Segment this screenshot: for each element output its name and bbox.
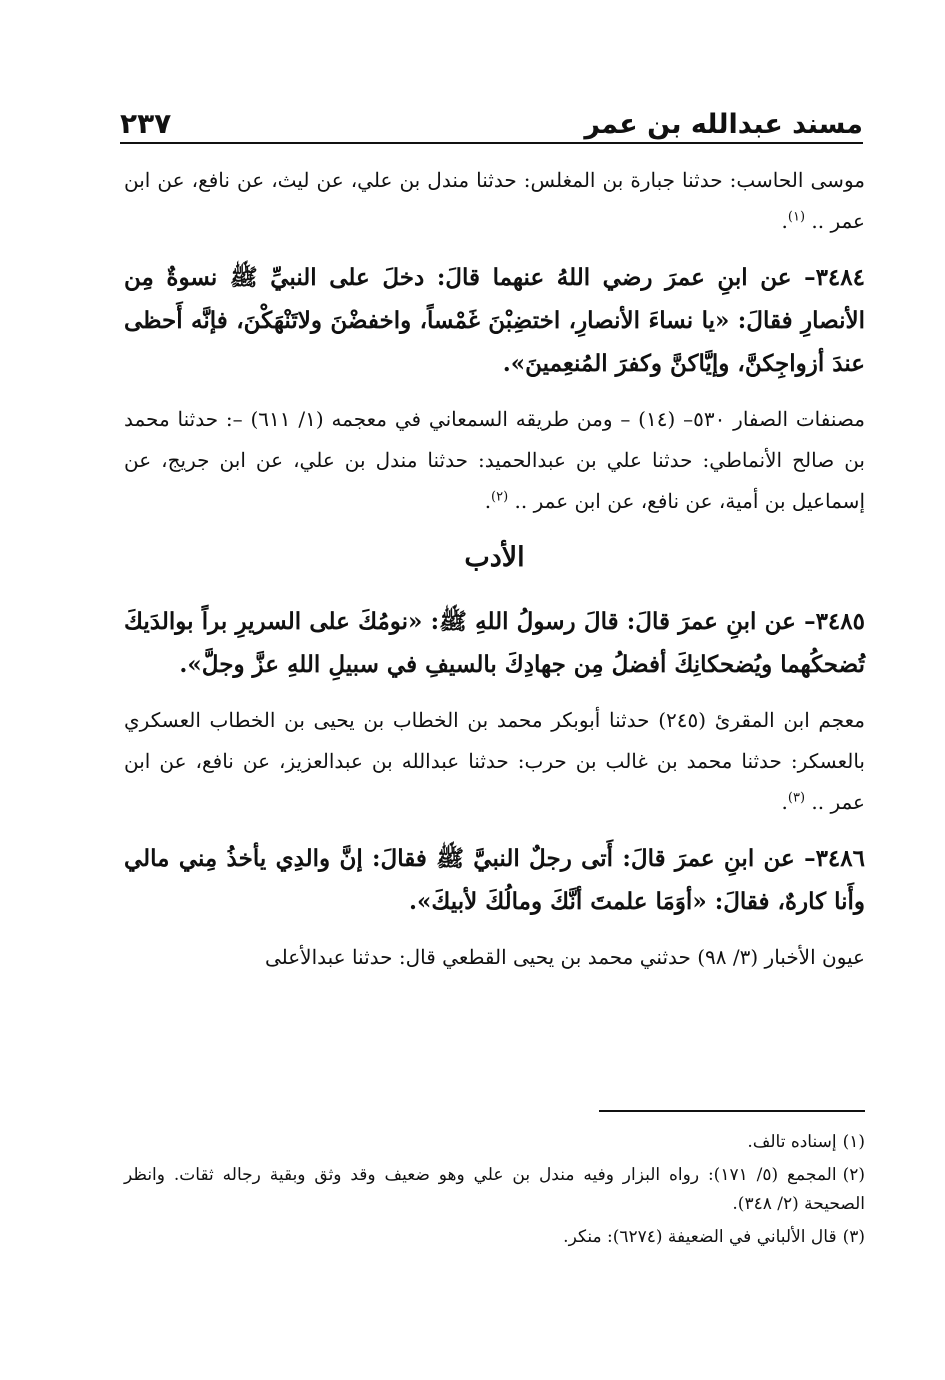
footnote-ref-2: (٢) <box>491 489 509 505</box>
header-divider <box>120 142 863 144</box>
footnote-ref-1: (١) <box>787 209 806 225</box>
footnote-number: (٣) <box>842 1227 865 1247</box>
footnote-number: (١) <box>842 1132 865 1152</box>
paragraph-end: . <box>781 209 788 233</box>
source-paragraph-3485 <box>124 700 865 823</box>
header-title: مسند عبدالله بن عمر <box>584 109 863 140</box>
footnote-text: المجمع (٥/ ١٧١): رواه البزار وفيه مندل بن علي وهو ضعيف وقد وثق وبقية رجاله ثقات. وانظر الصحيحة (٢/ ٣٤٨). <box>124 1165 865 1214</box>
source-paragraph-3486: عيون الأخبار (٣/ ٩٨) حدثني محمد بن يحيى القطعي قال: حدثنا عبدالأعلى <box>264 945 865 969</box>
source-paragraph-3484 <box>124 399 865 522</box>
footnote-1 <box>124 1128 865 1157</box>
running-header <box>120 92 863 138</box>
source-paragraph-continued <box>124 160 865 242</box>
paragraph-end: . <box>484 489 492 513</box>
hadith-3486: ٣٤٨٦– عن ابنِ عمرَ قالَ: أَتى رجلٌ النبيَّ ﷺ فقالَ: إنَّ والدِي يأخذُ مِني مالي وأَنا كارهٌ، فقالَ: «أوَمَا علمتَ أنَّكَ ومالُكَ لأبيكَ». <box>124 845 865 915</box>
paragraph-text: مصنفات الصفار ٥٣٠– (١٤) – ومن طريقه السمعاني في معجمه (١/ ٦١١) –: حدثنا محمد بن صالح الأنماطي: حدثنا علي بن عبدالحميد: حدثنا مندل بن علي، عن ابن جريج، عن إسماعيل بن أمية، عن نافع، عن ابن عمر .. <box>124 407 865 513</box>
footnote-text: قال الألباني في الضعيفة (٦٢٧٤): منكر. <box>563 1227 837 1247</box>
footnote-number: (٢) <box>842 1165 865 1185</box>
footnote-divider <box>599 1110 865 1112</box>
paragraph-text: موسى الحاسب: حدثنا جبارة بن المغلس: حدثنا مندل بن علي، عن ليث، عن نافع، عن ابن عمر .. <box>124 168 865 233</box>
paragraph-end: . <box>781 790 788 814</box>
footnote-3 <box>124 1223 865 1252</box>
section-heading: الأدب <box>464 542 525 573</box>
footnotes <box>124 1128 865 1256</box>
footnote-2 <box>124 1161 865 1219</box>
paragraph-text: معجم ابن المقرئ (٢٤٥) حدثنا أبوبكر محمد بن الخطاب بن يحيى بن الخطاب العسكري بالعسكر: حدثنا محمد بن غالب بن حرب: حدثنا عبدالله بن عبدالعزيز، عن نافع، عن ابن عمر .. <box>124 708 865 814</box>
main-text <box>124 160 865 992</box>
hadith-3485: ٣٤٨٥– عن ابنِ عمرَ قالَ: قالَ رسولُ اللهِ ﷺ: «نومُكَ على السريرِ براً بوالدَيكَ تُضحكُهما ويُضحكانِكَ أفضلُ مِن جهادِكَ بالسيفِ في سبيلِ اللهِ عزَّ وجلَّ». <box>124 608 865 678</box>
hadith-3484: ٣٤٨٤– عن ابنِ عمرَ رضي اللهُ عنهما قالَ: دخلَ على النبيِّ ﷺ نسوةٌ مِن الأنصارِ فقالَ: «يا نساءَ الأنصارِ، اختضِبْنَ غَمْساً، واخفضْنَ ولاتَنْهَكْنَ، فإنَّه أَحظى عندَ أزواجِكنَّ، وإيَّاكنَّ وكفرَ المُنعِمينَ». <box>124 264 865 377</box>
footnote-text: إسناده تالف. <box>747 1132 837 1152</box>
page-number: ٢٣٧ <box>120 107 172 140</box>
footnote-ref-3: (٣) <box>787 790 806 806</box>
